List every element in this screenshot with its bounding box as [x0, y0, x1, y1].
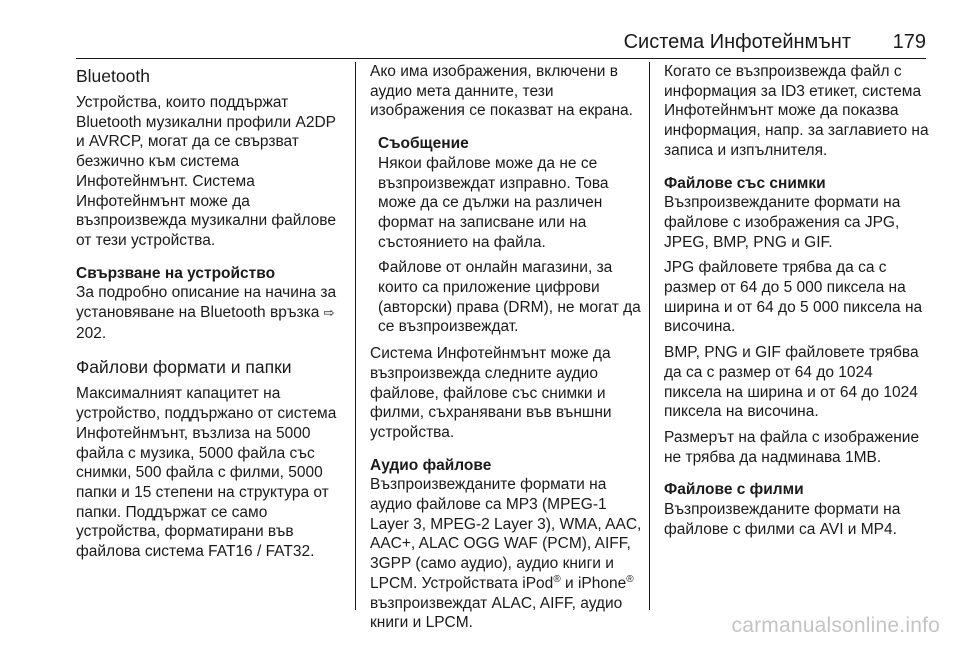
note-box [370, 134, 642, 337]
playback-paragraph: Система Инфотейнмънт може да възпроизвежда следните аудио файлове, файлове със снимки и филми, съхранявани във външни устройства. [370, 345, 612, 441]
connect-device-text: За подробно описание на начина за установяване на Bluetooth връзка [76, 284, 337, 322]
watermark: carmanualsonline.info [731, 614, 940, 637]
column-divider-1 [355, 62, 356, 610]
column-2 [370, 62, 642, 646]
reference-arrow-icon: ⇨ [323, 306, 335, 322]
page-header [76, 30, 926, 56]
movie-files-heading: Файлове с филми [664, 481, 804, 499]
connect-device-heading: Свързване на устройство [76, 264, 276, 282]
image-size-limit-paragraph: Размерът на файла с изображение не трябва да надминава 1MB. [664, 428, 920, 466]
note-paragraph-1: Някои файлове може да не се възпроизвеждат изправно. Това може да се дължи на различен формат на записване или на състоянието на файла. [378, 154, 609, 251]
file-formats-title: Файлови формати и папки [76, 357, 292, 378]
jpg-size-paragraph: JPG файловете трябва да са с размер от 64 до 5 000 пиксела на ширина и от 64 до 5 000 пиксела на височина. [664, 259, 923, 336]
audio-text-c: възпроизвеждат ALAC, AIFF, аудио книги и LPCM. [370, 594, 623, 632]
bluetooth-title: Bluetooth [76, 66, 150, 86]
column-divider-2 [649, 62, 650, 610]
note-heading: Съобщение [378, 135, 469, 153]
connect-device-paragraph [76, 283, 348, 343]
movie-formats-paragraph: Възпроизвежданите формати на файлове с филми са AVI и MP4. [664, 501, 901, 538]
audio-files-paragraph [370, 475, 642, 633]
metadata-images-paragraph: Ако има изображения, включени в аудио мета данните, тези изображения се показват на екрана. [370, 63, 633, 120]
reference-page: 202. [76, 324, 107, 342]
audio-text-b: и iPhone [560, 574, 627, 592]
bluetooth-paragraph: Устройства, които поддържат Bluetooth музикални профили A2DP и AVRCP, могат да се свързват безжично към система Инфотейнмънт. Система Инфотейнмънт може да възпроизвежда музикални файлове от тези устройства. [76, 94, 336, 249]
registered-mark: ® [553, 573, 561, 585]
column-1 [76, 62, 348, 575]
registered-mark: ® [626, 573, 634, 585]
page-number: 179 [892, 31, 926, 53]
audio-text-a: Възпроизвежданите формати на аудио файлове са MP3 (MPEG-1 Layer 3, MPEG-2 Layer 3), WMA, AAC, AAC+, ALAC OGG WAF (PCM), AIFF, 3GPP (само аудио), аудио книги и LPCM. Устройствата iPod [370, 476, 642, 592]
photo-formats-paragraph: Възпроизвежданите формати на файлове с изображения са JPG, JPEG, BMP, PNG и GIF. [664, 194, 901, 251]
header-title: Система Инфотейнмънт [623, 31, 851, 53]
header-divider [76, 58, 926, 59]
photo-files-heading: Файлове със снимки [664, 174, 826, 192]
note-paragraph-2: Файлове от онлайн магазини, за които са приложение цифрови (авторски) права (DRM), не могат да се възпроизвеждат. [378, 259, 641, 336]
file-formats-paragraph: Максималният капацитет на устройство, поддържано от система Инфотейнмънт, възлиза на 5000 файла с музика, 5000 файла със снимки, 500 файла с филми, 5000 папки и 15 степени на структура от папки. Поддържат се само устройства, форматирани във файлова система FAT16 / FAT32. [76, 385, 337, 561]
id3-paragraph: Когато се възпроизвежда файл с информация за ID3 етикет, система Инфотейнмънт може да показва информация, напр. за заглавието на записа и изпълнителя. [664, 63, 929, 159]
column-3 [664, 62, 934, 552]
bmp-size-paragraph: BMP, PNG и GIF файловете трябва да са с размер от 64 до 1024 пиксела на ширина и от 64 до 1024 пиксела на височина. [664, 344, 919, 421]
audio-files-heading: Аудио файлове [370, 456, 492, 474]
